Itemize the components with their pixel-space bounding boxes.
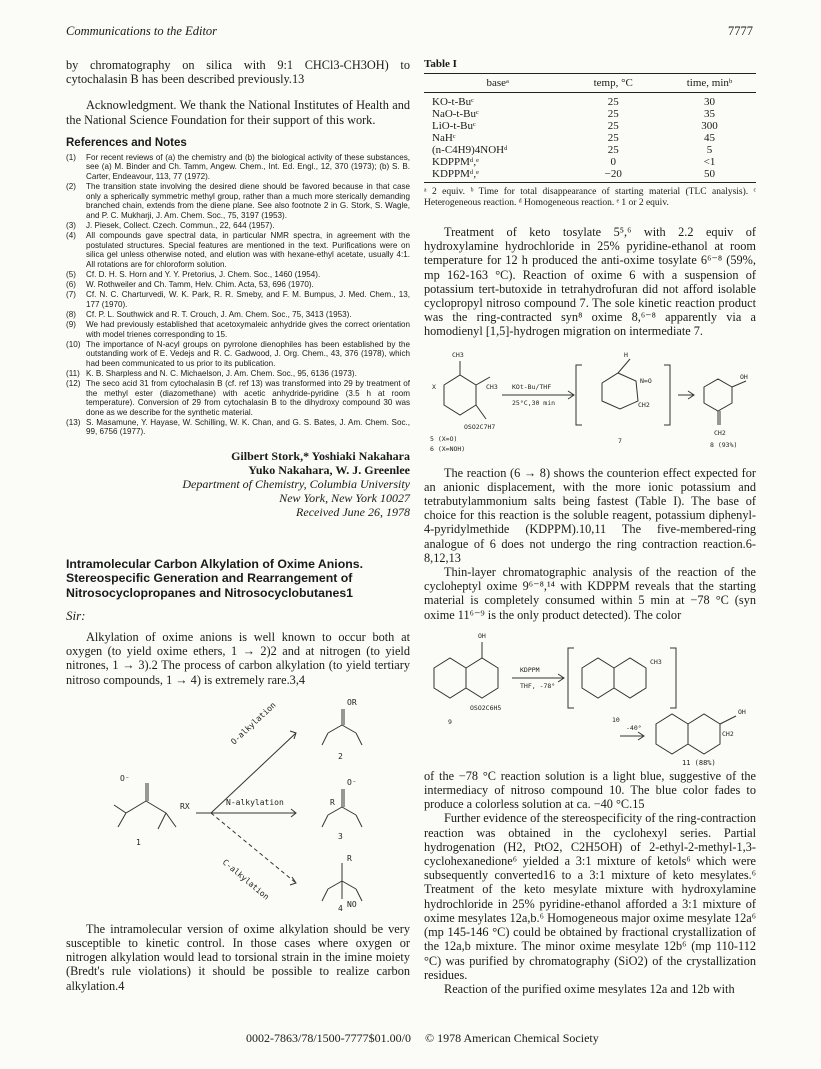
- acknowledgment: Acknowledgment. We thank the National Institutes of Health and the National Science Foundation for their support of this work.: [66, 98, 410, 127]
- paragraph-continued: by chromatography on silica with 9:1 CHCl3-CH3OH) to cytochalasin B has been described previously.13: [66, 58, 410, 87]
- c-alkylation-label: C-alkylation: [220, 857, 271, 902]
- oxime-o-minus-label: O⁻: [120, 773, 130, 783]
- product-4-no-label: NO: [347, 899, 357, 909]
- reference-item: (7) Cf. N. C. Charturvedi, W. K. Park, R. R. Smeby, and F. M. Bumpus, J. Med. Chem., 13, 177 (1970).: [66, 290, 410, 309]
- reference-item: (13) S. Masamune, Y. Hayase, W. Schilling, W. K. Chan, and G. S. Bates, J. Am. Chem. Soc., 99, 6756 (1977).: [66, 417, 410, 437]
- compound-2-label: 2: [338, 751, 343, 761]
- intramolecular-paragraph: The intramolecular version of oxime alkylation should be very susceptible to kinetic control. In those cases where oxygen or nitrogen alkylation would lead to torsional strain in the imine moiety (Bredt's rule violations) it should be possible to realize carbon alkylation.4: [66, 921, 410, 993]
- table-row: KO-t-Buᶜ 25 30: [432, 96, 716, 108]
- ch2-label: CH2: [714, 428, 726, 437]
- counterion-table: [424, 73, 756, 183]
- compound-3-label: 3: [338, 831, 343, 841]
- reference-item: (6) W. Rothweiler and Ch. Tamm, Helv. Chim. Acta, 53, 696 (1970).: [66, 280, 314, 290]
- tosylate-label: OSO2C7H7: [464, 422, 496, 431]
- column-header-base: baseᵃ: [424, 74, 563, 93]
- reference-item: (4) All compounds gave spectral data, in particular NMR spectra, in agreement with the postulated structures. Special features are mentioned in the text. Purifications were on silica gel unless otherwise noted, and elution was with hexane-ethyl acetate, usually 4:1. All rotations are for chloroform solution.: [66, 231, 410, 269]
- table-row: (n-C4H9)4NOHᵈ 25 5: [432, 144, 713, 156]
- reagent-label: KOt-Bu/THF: [512, 382, 552, 391]
- compound-8-label: 8 (93%): [710, 440, 738, 449]
- mesylate-paragraph: Reaction of the purified oxime mesylates 12a and 12b with: [444, 981, 735, 996]
- compound-11-label: 11 (88%): [682, 758, 716, 767]
- compound-7-label: 7: [618, 436, 622, 445]
- oh-label: OH: [478, 631, 486, 640]
- table-row: KDPPMᵈ,ᵉ −20 50: [424, 168, 756, 183]
- table-header-row: [424, 74, 756, 93]
- ch3-label: CH3: [650, 657, 662, 666]
- references-heading: References and Notes: [66, 136, 187, 149]
- article-title: Intramolecular Carbon Alkylation of Oxime Anions. Stereospecific Generation and Rearrangement of Nitrosocyclopropanes and Nitrosocyclobutanes1: [66, 557, 363, 600]
- oh-label: OH: [740, 372, 748, 381]
- reference-item: (11) K. B. Sharpless and N. C. Michaelson, J. Am. Chem. Soc., 95, 6136 (1973).: [66, 368, 357, 378]
- product-3-o-minus-label: O⁻: [347, 777, 357, 787]
- reference-item: (3) J. Piesek, Collect. Czech. Commun., 22, 644 (1957).: [66, 220, 275, 230]
- intro-paragraph: Alkylation of oxime anions is well known to occur both at oxygen (to yield oxime ethers, 1 → 2)2 and at nitrogen (to yield nitrones, 1 → 3).2 The process of carbon alkylation (to yield tertiary nitroso compounds, 1 → 4) is extremely rare.3,4: [66, 629, 410, 687]
- h-label: H: [624, 350, 628, 359]
- compound-9-label: 9: [448, 717, 452, 726]
- blue-color-paragraph: of the −78 °C reaction solution is a light blue, suggestive of the intermediacy of nitroso compound 10. The blue color fades to produce a colorless solution at ca. −40 °C.15: [424, 768, 756, 812]
- reagent-label: KDPPM: [520, 665, 540, 674]
- counterion-paragraph: The reaction (6 → 8) shows the counterion effect expected for an anionic displacement, with the more ionic potassium and tetrabutylammonium salts being fastest (Table I). The base of choice for this reaction is the soluble reagent, potassium diphenyl-4-pyridylmethide (KDPPM).10,11 The five-membered-ring analogue of 6 does not undergo the ring contraction reaction.6-8,12,13: [424, 465, 756, 565]
- x-label: X: [432, 382, 436, 391]
- conditions-label: 25°C,30 min: [512, 398, 556, 407]
- o-alkylation-label: O-alkylation: [229, 700, 278, 747]
- authors-line-2: Yuko Nakahara, W. J. Greenlee: [248, 463, 410, 478]
- table-footnote: ᵃ 2 equiv. ᵇ Time for total disappearance of starting material (TLC analysis). ᶜ Heterogeneous reaction. ᵈ Homogeneous reaction. ᵉ 1 or 2 equiv.: [424, 187, 756, 208]
- table-row: NaHᶜ 25 45: [432, 132, 716, 144]
- salutation: Sir:: [66, 607, 86, 623]
- compound-10-label: 10: [612, 715, 620, 724]
- affiliation-line-2: New York, New York 10027: [279, 491, 410, 506]
- document-code: 0002-7863/78/1500-7777$01.00/0: [246, 1031, 411, 1045]
- keto-tosylate-paragraph: Treatment of keto tosylate 5⁵,⁶ with 2.2 equiv of hydroxylamine hydrochloride in 25% pyridine-ethanol at room temperature for 12 h produced the anti-oxime tosylate 6⁶⁻⁸ (59%, mp 162-163 °C). Reaction of oxime 6 with a suspension of potassium tert-butoxide in tetrahydrofuran did not afford isolable cyclopropyl nitroso compound 7. The sole kinetic reaction product was the ring-contracted syn⁸ oxime 8,⁶⁻⁸ apparently via a homodienyl [1,5]-hydrogen migration on intermediate 7.: [424, 225, 756, 339]
- nitroso-label: N=O: [640, 376, 652, 385]
- ch3-label: CH3: [452, 350, 464, 359]
- reference-item: (2) The transition state involving the desired diene should be favored because in that case only a spherically symmetric methyl group, rather than a much more sterically demanding branched chain, extends from the diene plane. See also footnote 2 in G. Stork, S. Wagle, and P. C. Mukharji, J. Am. Chem. Soc., 75, 3197 (1953).: [66, 182, 410, 220]
- reference-item: (5) Cf. D. H. S. Horn and Y. Y. Pretorius, J. Chem. Soc., 1460 (1954).: [66, 269, 321, 279]
- alkylation-scheme: [66, 693, 410, 913]
- references-list: [66, 153, 410, 437]
- table-row: NaO-t-Buᶜ 25 35: [432, 108, 716, 120]
- rx-label: RX: [180, 801, 190, 811]
- running-header: Communications to the Editor: [66, 24, 218, 38]
- compound-1-label: 1: [136, 837, 141, 847]
- page-number: 7777: [728, 24, 753, 38]
- ch2-label: CH2: [638, 400, 650, 409]
- reference-item: (8) Cf. P. L. Southwick and R. T. Crouch, J. Am. Chem. Soc., 75, 3413 (1953).: [66, 309, 352, 319]
- copyright: © 1978 American Chemical Society: [425, 1031, 599, 1045]
- reference-item: (10) The importance of N-acyl groups on pyrrolone dienophiles has been established by the outstanding work of E. Vedejs and R. C. Gadwood, J. Org. Chem., 43, 376 (1978), which had been communicated to us prior to its publication.: [66, 339, 410, 368]
- compound-6-label: 6 (X=NOH): [430, 444, 466, 453]
- received-date: Received June 26, 1978: [296, 505, 410, 520]
- column-header-time: time, minᵇ: [663, 74, 756, 93]
- reference-item: (9) We had previously established that acetoxymaleic anhydride gives the correct orientation with model trienes corresponding to 15.: [66, 319, 410, 339]
- reference-item: (12) The seco acid 31 from cytochalasin B (cf. ref 13) was transformed into 29 by treatment of the methyl ester (diazomethane) with acetic anhydride-pyridine (3.5 h at room temperature). Conversion of 29 from cytochalasin B to the dihydroxy compound 30 was done as we describe for the synthetic material.: [66, 378, 410, 417]
- temperature-label: -40°: [626, 723, 642, 732]
- table-title: Table I: [424, 58, 457, 70]
- table-row: LiO-t-Buᶜ 25 300: [432, 120, 718, 132]
- n-alkylation-label: N-alkylation: [226, 797, 284, 807]
- column-header-temp: temp, °C: [563, 74, 663, 93]
- oh-label: OH: [738, 707, 746, 716]
- product-3-r-label: R: [330, 797, 335, 807]
- conditions-label: THF, -78°: [520, 681, 556, 690]
- affiliation-line-1: Department of Chemistry, Columbia University: [182, 477, 410, 492]
- compound-5-label: 5 (X=O): [430, 434, 458, 443]
- cycloheptyl-scheme: [424, 628, 756, 758]
- right-column: [424, 58, 756, 996]
- tlc-paragraph: Thin-layer chromatographic analysis of the reaction of the cycloheptyl oxime 9⁶⁻⁸,¹⁴ with KDPPM reveals that the starting material is completely consumed within 5 min at −78 °C (syn oxime 11⁶⁻⁹ is the only product detected). The color: [424, 565, 756, 622]
- ch3-label: CH3: [486, 382, 498, 391]
- product-4-r-label: R: [347, 853, 352, 863]
- table-row: KDPPMᵈ,ᵉ 0 <1: [432, 156, 716, 168]
- sulfonate-label: OSO2C6H5: [470, 703, 502, 712]
- ring-contraction-scheme: [424, 345, 756, 455]
- ch2-label: CH2: [722, 729, 734, 738]
- compound-4-label: 4: [338, 903, 343, 913]
- reference-item: (1) For recent reviews of (a) the chemistry and (b) the biological activity of these substances, see (a) M. Binder and Ch. Tamm, Angew. Chem., Int. Ed. Engl., 12, 370 (1973); (b) S. B. Carter, Endeavour, 113, 77 (1972).: [66, 152, 410, 181]
- product-2-or-label: OR: [347, 697, 357, 707]
- left-column: [66, 58, 410, 993]
- authors-line-1: Gilbert Stork,* Yoshiaki Nakahara: [231, 449, 410, 464]
- stereospecificity-paragraph: Further evidence of the stereospecificity of the ring-contraction reaction was obtained in the cyclohexyl series. Partial hydrogenation (H2, PtO2, C2H5OH) of 2-ethyl-2-methyl-1,3-cyclohexanedione⁶ yielded a 3:1 mixture of ketols⁶ which were subsequently converted16 to a 3:1 mixture of keto mesylates.⁶ Treatment of the keto mesylate mixture with hydroxylamine hydrochloride in 25% pyridine-ethanol afforded a 3:1 mixture of oxime mesylates 12a,b.⁶ Homogeneous major oxime mesylate 12a⁶ (mp 145-146 °C) could be obtained by fractional crystallization of the 12a,b mixture. The minor oxime mesylate 12b⁶ (mp 110-112 °C) was purified by chromatography (SiO2) of the crystallization residues.: [424, 811, 756, 982]
